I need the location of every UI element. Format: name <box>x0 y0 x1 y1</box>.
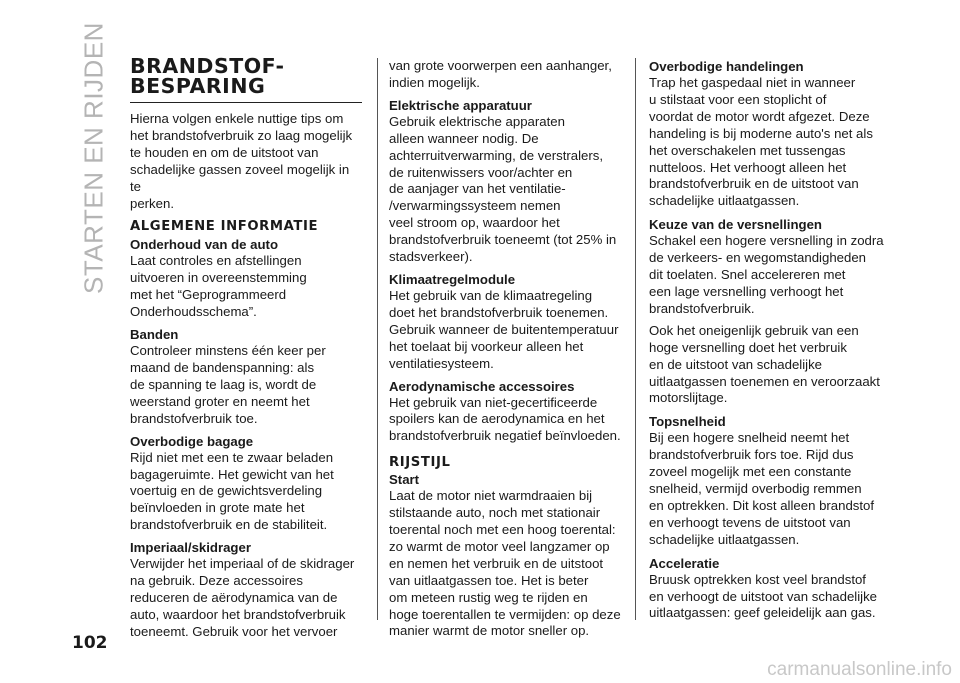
subheading-roof-rack: Imperiaal/skidrager <box>130 540 251 556</box>
subheading-maintenance: Onderhoud van de auto <box>130 237 278 253</box>
paragraph-roof-rack: Verwijder het imperiaal of de skidrager na gebruik. Deze accessoires reduceren de aërodynamica van de auto, waardoor het brandstofverbruik toeneemt. Gebruik voor het vervoer <box>130 556 355 639</box>
chapter-side-tab <box>76 22 112 294</box>
paragraph-luggage: Rijd niet met een te zwaar beladen bagageruimte. Het gewicht van het voertuig en de gewichtsverdeling beïnvloeden in grote mate het brandstofverbruik en de stabiliteit. <box>130 449 334 533</box>
subheading-start: Start <box>389 472 420 488</box>
subheading-climate: Klimaatregelmodule <box>389 271 516 287</box>
column-1 <box>130 56 362 641</box>
column-3 <box>649 58 887 622</box>
subheading-top-speed: Topsnelheid <box>649 414 726 430</box>
paragraph-start: Laat de motor niet warmdraaien bij stilstaande auto, noch met stationair toerental noch met een hoog toerental: zo warmt de motor veel langzamer op en nemen het verbruik en de uitstoot van uitlaatgassen toe. Het is beter om meteen rustig weg te rijden en hoge toerentallen te vermijden: op deze manier warmt de motor sneller op. <box>389 488 621 639</box>
column-2 <box>389 58 627 640</box>
subheading-gear-choice: Keuze van de versnellingen <box>649 217 822 233</box>
paragraph-electrical: Gebruik elektrische apparaten alleen wanneer nodig. De achterruitverwarming, de verstralers, de ruitenwissers voor/achter en de aanjager van het ventilatie- /verwarmingssysteem nemen veel stroom op, waardoor het brandstofverbruik toeneemt (tot 25% in stadsverkeer). <box>389 113 617 265</box>
subheading-electrical: Elektrische apparatuur <box>389 97 532 113</box>
subheading-tyres: Banden <box>130 327 179 343</box>
paragraph-unnecessary-actions: Trap het gaspedaal niet in wanneer u stilstaat voor een stoplicht of voordat de motor wordt afgezet. Deze handeling is bij moderne auto's net als het overschakelen met tussengas nutteloos. Het verhoogt alleen het brandstofverbruik en de uitstoot van schadelijke uitlaatgassen. <box>649 75 873 209</box>
column-divider-2 <box>635 58 636 620</box>
section-heading-driving-style: RIJSTIJL <box>389 455 451 471</box>
subheading-unnecessary-actions: Overbodige handelingen <box>649 59 804 74</box>
column-divider-1 <box>377 58 378 620</box>
paragraph-tyres: Controleer minstens één keer per maand de bandenspanning: als de spanning te laag is, wordt de weerstand groter en neemt het brandstofverbruik toe. <box>130 343 326 426</box>
paragraph-climate: Het gebruik van de klimaatregeling doet het brandstofverbruik toenemen. Gebruik wanneer de buitentemperatuur het toelaat bij voorkeur alleen het ventilatiesysteem. <box>389 287 619 371</box>
paragraph-continued: van grote voorwerpen een aanhanger, indien mogelijk. <box>389 58 612 90</box>
subheading-acceleration: Acceleratie <box>649 555 720 571</box>
section-heading-general: ALGEMENE INFORMATIE <box>130 219 319 235</box>
subheading-aerodynamics: Aerodynamische accessoires <box>389 378 575 394</box>
chapter-title: STARTEN EN RIJDEN <box>78 22 109 294</box>
paragraph-gear-choice-2: Ook het oneigenlijk gebruik van een hoge versnelling doet het verbruik en de uitstoot van schadelijke uitlaatgassen toenemen en veroorzaakt motorslijtage. <box>649 322 880 406</box>
paragraph-gear-choice-1: Schakel een hogere versnelling in zodra de verkeers- en wegomstandigheden dit toelaten. Snel accelereren met een lage versnelling verhoogt het brandstofverbruik. <box>649 233 884 316</box>
intro-paragraph: Hierna volgen enkele nuttige tips om het brandstofverbruik zo laag mogelijk te houden en om de uitstoot van schadelijke gassen zoveel mogelijk in te perken. <box>130 111 353 211</box>
page-number: 102 <box>72 633 108 653</box>
page-heading: BRANDSTOF- BESPARING <box>130 56 362 103</box>
subheading-luggage: Overbodige bagage <box>130 433 254 449</box>
paragraph-aerodynamics: Het gebruik van niet-gecertificeerde spoilers kan de aerodynamica en het brandstofverbruik negatief beïnvloeden. <box>389 394 621 444</box>
paragraph-maintenance: Laat controles en afstellingen uitvoeren in overeenstemming met het “Geprogrammeerd Onderhoudsschema”. <box>130 253 307 320</box>
footer-watermark: carmanualsonline.info <box>767 659 952 680</box>
paragraph-top-speed: Bij een hogere snelheid neemt het brandstofverbruik fors toe. Rijd dus zoveel mogelijk met een constante snelheid, vermijd overbodig remmen en optrekken. Dit kost alleen brandstof en verhoogt tevens de uitstoot van schadelijke uitlaatgassen. <box>649 430 875 547</box>
paragraph-acceleration: Bruusk optrekken kost veel brandstof en verhoogt de uitstoot van schadelijke uitlaatgassen: geef geleidelijk aan gas. <box>649 571 877 621</box>
